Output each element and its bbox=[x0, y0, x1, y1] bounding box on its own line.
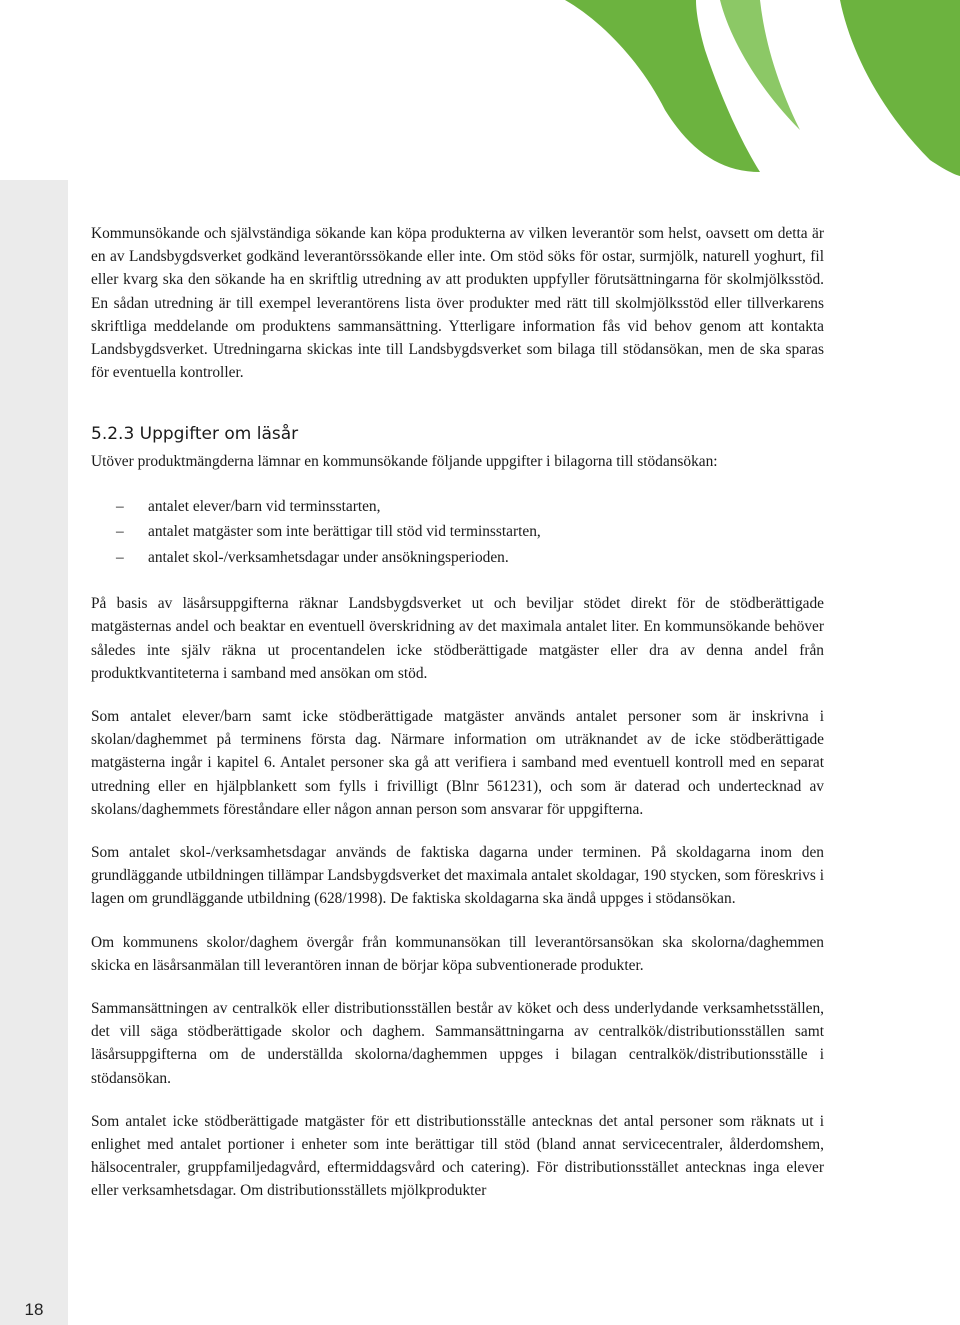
list-item: – antalet skol-/verksamhetsdagar under ansökningsperioden. bbox=[91, 545, 824, 571]
spacer bbox=[91, 977, 824, 997]
spacer bbox=[91, 821, 824, 841]
left-margin-stripe bbox=[0, 180, 68, 1325]
paragraph-5: Sammansättningen av centralkök eller distributionsställen består av köket och dess underlydande verksamhetsställen, det vill säga stödberättigade skolor och daghem. Sammansättningarna av centralkök/distributionsställen samt läsårsuppgifterna om de underställda skolorna/daghemmen uppges i bilagan centralkök/distributionsställe i stödansökan. bbox=[91, 999, 824, 1087]
paragraph-4: Om kommunens skolor/daghem övergår från kommunansökan till leverantörsansökan ska skolorna/daghemmen skicka en läsårsanmälan till leverantören innan de börjar köpa subventionerade produkter. bbox=[91, 933, 824, 974]
list-item: – antalet matgäster som inte berättigar till stöd vid terminsstarten, bbox=[91, 519, 824, 545]
spacer bbox=[91, 911, 824, 931]
dash-icon: – bbox=[116, 497, 124, 515]
paragraph-3: Som antalet skol-/verksamhetsdagar används de faktiska dagarna under terminen. På skoldagarna inom den grundläggande utbildningen tillämpar Landsbygdsverket det maximala antalet skoldagar, 190 stycken, som föreskrivs i lagen om grundläggande utbildning (628/1998). De faktiska skoldagarna ska ändå uppges i stödansökan. bbox=[91, 843, 824, 908]
section-heading: 5.2.3 Uppgifter om läsår bbox=[91, 424, 299, 445]
spacer bbox=[91, 1090, 824, 1110]
section-intro: Utöver produktmängderna lämnar en kommunsökande följande uppgifter i bilagorna till stödansökan: bbox=[91, 453, 718, 471]
paragraph-intro: Kommunsökande och självständiga sökande kan köpa produkterna av vilken leverantör som helst, oavsett om detta är en av Landsbygdsverket godkänd leverantörssökande eller inte. Om stöd söks för ostar, surmjölk, naturell yoghurt, fil eller kvarg ska den sökande ha en skriftlig utredning av att produkten uppfyller förutsättningarna för skolmjölksstöd. En sådan utredning är till exempel leverantörens lista över produkter med rätt till skolmjölksstöd eller tillverkarens skriftliga meddelande om produktens sammansättning. Ytterligare information fås vid behov genom att kontakta Landsbygdsverket. Utredningarna skickas inte till Landsbygdsverket som bilaga till stödansökan, men de ska sparas för eventuella kontroller. bbox=[91, 225, 824, 382]
list-item: – antalet elever/barn vid terminsstarten, bbox=[91, 494, 824, 520]
dash-icon: – bbox=[116, 548, 124, 566]
spacer bbox=[91, 685, 824, 705]
document-body bbox=[91, 222, 824, 1203]
page-number: 18 bbox=[24, 1300, 44, 1319]
paragraph-2: Som antalet elever/barn samt icke stödberättigade matgäster används antalet personer som är inskrivna i skolan/daghemmet på terminens första dag. Närmare information om uträknandet av de icke stödberättigade matgästerna ingår i kapitel 6. Antalet personer ska gå att verifiera i samband med eventuell kontroll med en separat utredning eller en hjälpblankett som fylls i frivilligt (Blnr 561231), och som är daterad och undertecknad av skolans/daghemmets föreståndare eller någon annan person som ansvarar för uppgifterna. bbox=[91, 707, 824, 818]
dash-icon: – bbox=[116, 523, 124, 541]
info-list bbox=[91, 494, 824, 571]
header-leaf-decoration bbox=[0, 0, 960, 180]
spacer bbox=[91, 384, 824, 422]
paragraph-6: Som antalet icke stödberättigade matgäster för ett distributionsställe antecknas det antal personer som räknats ut i enlighet med antalet portioner i enheter som inte berättigar till stöd (bland annat servicecentraler, ålderdomshem, hälsocentraler, gruppfamiljedagvård, eftermiddagsvård och catering). För distributionsstället antecknas inga elever eller verksamhetsdagar. Om distributionsställets mjölkprodukter bbox=[91, 1112, 824, 1200]
paragraph-1: På basis av läsårsuppgifterna räknar Landsbygdsverket ut och beviljar stödet direkt för de stödberättigade matgästernas andel och beaktar en eventuell överskridning av det maximala antalet liter. En kommunsökande behöver således inte själv räkna ut procentandelen icke stödberättigade matgäster eller dra av denna andel från produktkvantiteterna i samband med ansökan om stöd. bbox=[91, 595, 824, 682]
